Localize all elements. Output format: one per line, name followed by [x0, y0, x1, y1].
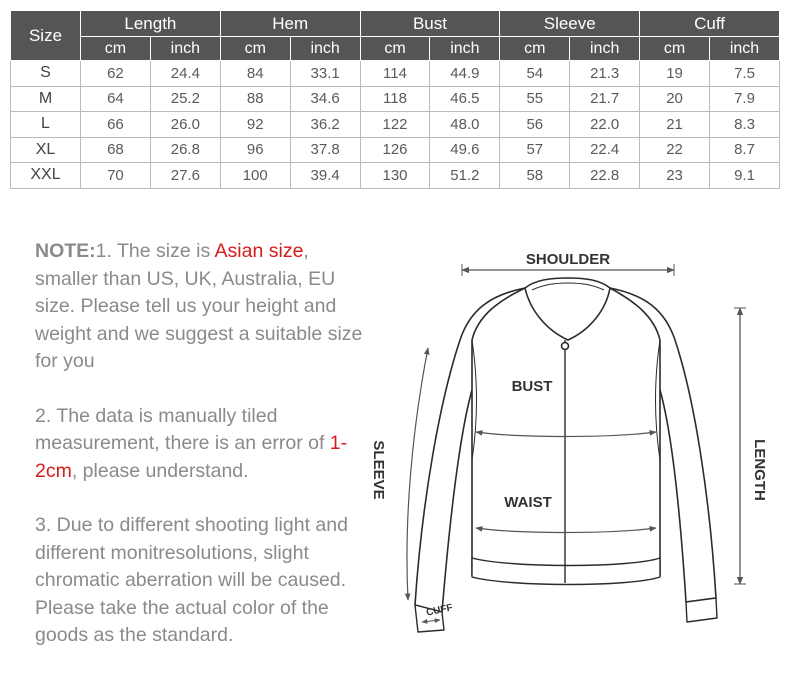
measurement-cell: 118	[360, 86, 430, 112]
measurement-cell: 26.8	[150, 137, 220, 163]
note-1-text-after: , smaller than US, UK, Australia, EU size. Please tell us your height and weight and we suggest a suitable size for you	[35, 240, 363, 372]
unit-header-cm: cm	[81, 37, 151, 61]
note-3: 3. Due to different shooting light and different monitresolutions, slight chromatic aberration will be caused. Please take the actual color of the goods as the standard.	[35, 514, 348, 646]
unit-header-inch: inch	[150, 37, 220, 61]
measurement-cell: 64	[81, 86, 151, 112]
size-cell: XL	[11, 137, 81, 163]
size-chart-table	[10, 10, 780, 189]
note-1-highlight: Asian size	[214, 240, 304, 262]
bust-column-header: Bust	[360, 11, 500, 37]
measurement-cell: 27.6	[150, 163, 220, 189]
unit-header-cm: cm	[360, 37, 430, 61]
measurement-cell: 33.1	[290, 61, 360, 87]
measurement-cell: 7.5	[710, 61, 780, 87]
measurement-cell: 96	[220, 137, 290, 163]
measurement-cell: 36.2	[290, 112, 360, 138]
measurement-cell: 19	[640, 61, 710, 87]
unit-header-inch: inch	[290, 37, 360, 61]
size-cell: XXL	[11, 163, 81, 189]
unit-header-cm: cm	[500, 37, 570, 61]
measurement-cell: 22	[640, 137, 710, 163]
measurement-cell: 55	[500, 86, 570, 112]
size-column-header: Size	[11, 11, 81, 61]
measurement-cell: 21	[640, 112, 710, 138]
measurement-cell: 44.9	[430, 61, 500, 87]
measurement-cell: 70	[81, 163, 151, 189]
measurement-cell: 37.8	[290, 137, 360, 163]
sleeve-column-header: Sleeve	[500, 11, 640, 37]
cuff-column-header: Cuff	[640, 11, 780, 37]
measurement-cell: 57	[500, 137, 570, 163]
measurement-cell: 26.0	[150, 112, 220, 138]
measurement-cell: 39.4	[290, 163, 360, 189]
note-1-text-before: 1. The size is	[95, 240, 215, 262]
unit-header-cm: cm	[640, 37, 710, 61]
measurement-cell: 23	[640, 163, 710, 189]
measurement-cell: 21.7	[570, 86, 640, 112]
table-row	[11, 112, 780, 138]
measurement-cell: 58	[500, 163, 570, 189]
unit-header-inch: inch	[430, 37, 500, 61]
jacket-illustration	[360, 240, 780, 680]
note-2	[35, 403, 365, 486]
measurement-cell: 62	[81, 61, 151, 87]
length-arrow	[734, 308, 746, 584]
measurement-cell: 22.0	[570, 112, 640, 138]
size-cell: L	[11, 112, 81, 138]
measurement-cell: 114	[360, 61, 430, 87]
unit-header-inch: inch	[570, 37, 640, 61]
measurement-cell: 84	[220, 61, 290, 87]
measurement-cell: 68	[81, 137, 151, 163]
measurement-cell: 54	[500, 61, 570, 87]
size-chart-unit-header-row	[11, 37, 780, 61]
shoulder-label: SHOULDER	[525, 251, 611, 268]
table-row	[11, 137, 780, 163]
measurement-cell: 8.7	[710, 137, 780, 163]
sleeve-label: SLEEVE	[370, 440, 387, 500]
measurement-cell: 21.3	[570, 61, 640, 87]
measurement-cell: 25.2	[150, 86, 220, 112]
measurement-cell: 46.5	[430, 86, 500, 112]
note-2-highlight: 1-2cm	[35, 432, 348, 482]
measurement-cell: 48.0	[430, 112, 500, 138]
measurement-cell: 24.4	[150, 61, 220, 87]
table-row	[11, 163, 780, 189]
unit-header-inch: inch	[710, 37, 780, 61]
note-label: NOTE:	[35, 240, 96, 262]
length-column-header: Length	[81, 11, 221, 37]
measurement-cell: 122	[360, 112, 430, 138]
hem-column-header: Hem	[220, 11, 360, 37]
length-label: LENGTH	[751, 439, 768, 501]
measurement-cell: 9.1	[710, 163, 780, 189]
cuff-label: CUFF	[425, 602, 454, 619]
measurement-cell: 66	[81, 112, 151, 138]
size-cell: M	[11, 86, 81, 112]
waist-label: WAIST	[504, 494, 552, 511]
size-cell: S	[11, 61, 81, 87]
measurement-cell: 34.6	[290, 86, 360, 112]
note-2-text-after: , please understand.	[71, 459, 249, 482]
size-notes	[35, 238, 365, 677]
unit-header-cm: cm	[220, 37, 290, 61]
measurement-cell: 51.2	[430, 163, 500, 189]
table-row	[11, 61, 780, 87]
measurement-cell: 20	[640, 86, 710, 112]
measurement-cell: 7.9	[710, 86, 780, 112]
bust-label: BUST	[511, 378, 553, 395]
measurement-cell: 56	[500, 112, 570, 138]
measurement-cell: 49.6	[430, 137, 500, 163]
measurement-cell: 126	[360, 137, 430, 163]
measurement-cell: 130	[360, 163, 430, 189]
size-chart-body	[11, 61, 780, 189]
note-2-text-before: 2. The data is manually tiled measurement, there is an error of	[35, 404, 330, 454]
measurement-cell: 88	[220, 86, 290, 112]
jacket-measurement-diagram	[360, 240, 780, 680]
table-row	[11, 86, 780, 112]
measurement-cell: 22.4	[570, 137, 640, 163]
note-1	[35, 238, 365, 376]
measurement-cell: 22.8	[570, 163, 640, 189]
size-chart-group-header-row	[11, 11, 780, 37]
measurement-cell: 8.3	[710, 112, 780, 138]
measurement-cell: 100	[220, 163, 290, 189]
jacket-outline	[415, 278, 717, 632]
measurement-cell: 92	[220, 112, 290, 138]
